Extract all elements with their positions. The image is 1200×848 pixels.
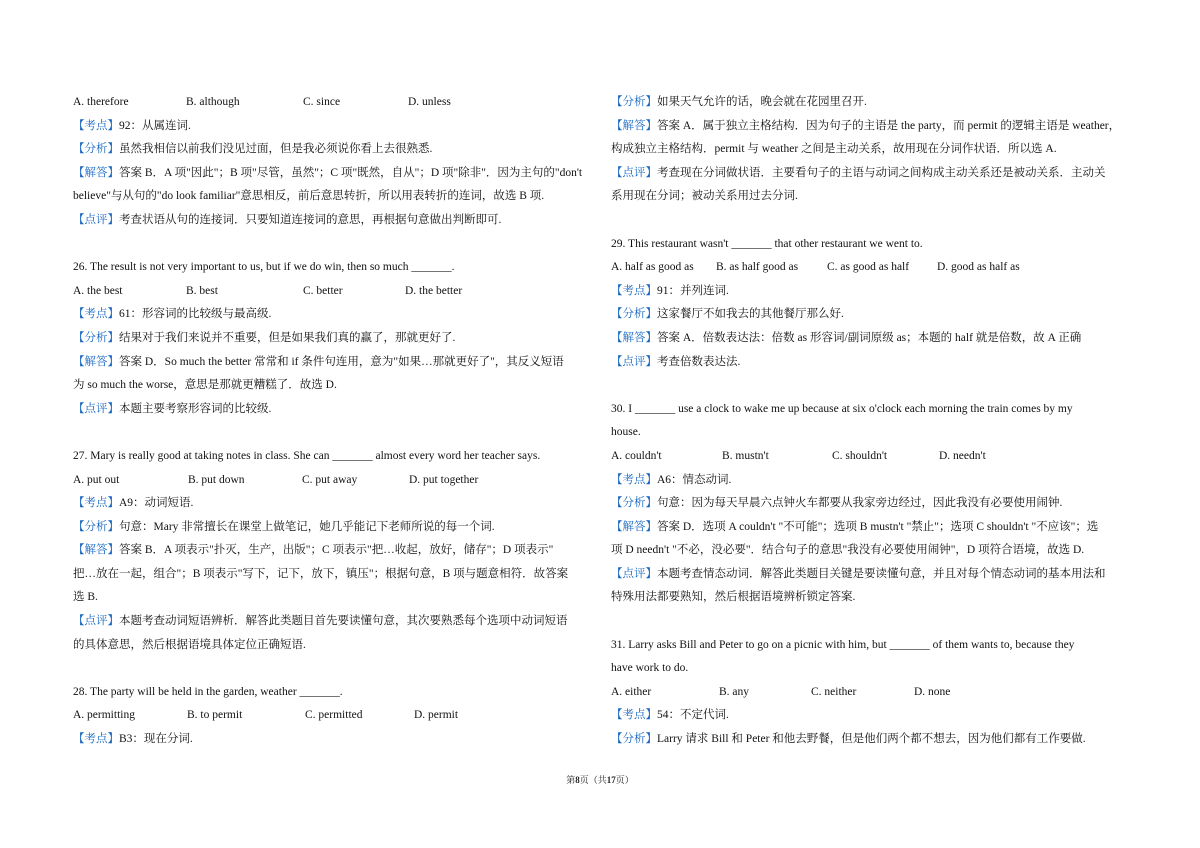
q31-option-c: C. neither (811, 685, 857, 698)
q30-option-b: B. mustn't (722, 449, 769, 462)
dianping-tag: 【点评】 (73, 213, 119, 226)
q25-dianping: 【点评】考查状语从句的连接词．只要知道连接词的意思，再根据句意做出判断即可. (73, 213, 502, 226)
kaodian-tag: 【考点】 (611, 473, 657, 486)
q26-kaodian: 【考点】61：形容词的比较级与最高级. (73, 308, 272, 321)
q31-option-d: D. none (914, 685, 951, 698)
q28-option-b: B. to permit (187, 709, 243, 722)
q27-stem: 27. Mary is really good at taking notes in class. She can _______ almost every word her teacher says. (73, 449, 541, 462)
q29-option-a: A. half as good as (611, 261, 694, 274)
q25-option-b: B. although (186, 96, 240, 108)
jieda-tag: 【解答】 (73, 166, 119, 179)
right-column (611, 91, 1128, 752)
jieda-tag: 【解答】 (73, 544, 119, 557)
fenxi-tag: 【分析】 (73, 331, 119, 344)
q28-dianping-cont: 系用现在分词；被动关系用过去分词. (611, 190, 798, 203)
q29-option-b: B. as half good as (716, 261, 799, 274)
jieda-tag: 【解答】 (611, 520, 657, 533)
jieda-tag: 【解答】 (611, 331, 657, 344)
q29-fenxi: 【分析】这家餐厅不如我去的其他餐厅那么好. (611, 308, 844, 321)
q30-fenxi: 【分析】句意：因为每天早晨六点钟火车都要从我家旁边经过，因此我没有必要使用闹钟. (611, 497, 1063, 510)
q27-jieda: 【解答】答案 B．A 项表示"扑灭，生产，出版"；C 项表示"把…收起，放好，储存"；D 项表示" (73, 544, 554, 557)
q31-stem-cont: have work to do. (611, 662, 689, 675)
q29-dianping: 【点评】考查倍数表达法. (611, 355, 741, 368)
q30-option-c: C. shouldn't (832, 449, 888, 462)
q25-kaodian: 【考点】92：从属连词. (73, 119, 191, 132)
kaodian-tag: 【考点】 (73, 308, 119, 321)
q27-dianping: 【点评】本题考查动词短语辨析．解答此类题目首先要读懂句意，其次要熟悉每个选项中动词短语 (73, 615, 568, 628)
q31-kaodian: 【考点】54：不定代词. (611, 709, 729, 722)
kaodian-tag: 【考点】 (73, 119, 119, 132)
q28-stem: 28. The party will be held in the garden, weather _______. (73, 685, 343, 698)
q25-jieda: 【解答】答案 B．A 项"因此"；B 项"尽管，虽然"；C 项"既然，自从"；D 项"除非"．因为主句的"don't (73, 166, 583, 179)
q25-option-d: D. unless (408, 96, 451, 108)
q30-option-a: A. couldn't (611, 449, 662, 462)
q30-options (611, 445, 1128, 469)
q30-dianping-cont: 特殊用法都要熟知，然后根据语境辨析锁定答案. (611, 591, 856, 604)
q27-option-a: A. put out (73, 473, 120, 486)
q26-option-a: A. the best (73, 284, 123, 297)
q27-fenxi: 【分析】句意：Mary 非常擅长在课堂上做笔记，她几乎能记下老师所说的每一个词. (73, 520, 495, 533)
q27-options (73, 469, 590, 493)
q26-jieda-cont: 为 so much the worse，意思是那就更糟糕了．故选 D. (73, 379, 337, 392)
q27-option-b: B. put down (188, 473, 245, 486)
page-number: 8 (575, 775, 580, 785)
kaodian-tag: 【考点】 (73, 497, 119, 510)
q28-option-d: D. permit (414, 709, 459, 722)
q28-jieda-cont: 构成独立主格结构．permit 与 weather 之间是主动关系，故用现在分词作状语．所以选 A. (611, 143, 1057, 156)
q28-jieda: 【解答】答案 A．属于独立主格结构．因为句子的主语是 the party，而 permit 的逻辑主语是 weather， (611, 119, 1121, 132)
dianping-tag: 【点评】 (73, 615, 119, 628)
q29-stem: 29. This restaurant wasn't _______ that other restaurant we went to. (611, 237, 923, 250)
q31-option-b: B. any (719, 685, 750, 698)
q27-jieda-cont2: 选 B. (73, 591, 98, 604)
q25-fenxi: 【分析】虽然我相信以前我们没见过面，但是我必须说你看上去很熟悉. (73, 143, 433, 156)
q25-option-a: A. therefore (73, 96, 129, 108)
q26-stem: 26. The result is not very important to us, but if we do win, then so much _______. (73, 261, 455, 274)
fenxi-tag: 【分析】 (611, 96, 657, 108)
dianping-tag: 【点评】 (73, 402, 119, 415)
q26-jieda: 【解答】答案 D．So much the better 常常和 if 条件句连用，意为"如果…那就更好了"，其反义短语 (73, 355, 564, 368)
q27-jieda-cont: 把…放在一起，组合"；B 项表示"写下，记下，放下，镇压"；根据句意，B 项与题意相符．故答案 (73, 567, 569, 580)
fenxi-tag: 【分析】 (73, 143, 119, 156)
q28-option-c: C. permitted (305, 709, 363, 722)
q28-kaodian: 【考点】B3：现在分词. (73, 733, 193, 746)
q26-fenxi: 【分析】结果对于我们来说并不重要，但是如果我们真的赢了，那就更好了. (73, 331, 456, 344)
kaodian-tag: 【考点】 (73, 733, 119, 746)
dianping-tag: 【点评】 (611, 166, 657, 179)
q29-options (611, 256, 1128, 280)
q30-kaodian: 【考点】A6：情态动词. (611, 473, 732, 486)
q27-option-c: C. put away (302, 473, 358, 486)
q26-option-d: D. the better (405, 284, 463, 297)
dianping-tag: 【点评】 (611, 355, 657, 368)
q25-options (73, 91, 590, 115)
q28-dianping: 【点评】考查现在分词做状语．主要看句子的主语与动词之间构成主动关系还是被动关系．主动关 (611, 166, 1106, 179)
total-pages: 17 (606, 775, 616, 785)
q30-dianping: 【点评】本题考查情态动词．解答此类题目关键是要读懂句意，并且对每个情态动词的基本用法和 (611, 567, 1106, 580)
q30-option-d: D. needn't (939, 449, 986, 462)
q31-stem: 31. Larry asks Bill and Peter to go on a picnic with him, but _______ of them wants to, because they (611, 638, 1075, 651)
q27-dianping-cont: 的具体意思，然后根据语境具体定位正确短语. (73, 638, 306, 651)
kaodian-tag: 【考点】 (611, 709, 657, 722)
q31-options (611, 681, 1128, 705)
q25-jieda-cont: believe"与从句的"do look familiar"意思相反，前后意思转折，所以用表转折的连词，故选 B 项. (73, 190, 545, 203)
dianping-tag: 【点评】 (611, 567, 657, 580)
q29-kaodian: 【考点】91：并列连词. (611, 284, 729, 297)
q27-kaodian: 【考点】A9：动词短语. (73, 497, 194, 510)
q25-option-c: C. since (303, 96, 341, 108)
jieda-tag: 【解答】 (73, 355, 119, 368)
q28-options (73, 704, 590, 728)
jieda-tag: 【解答】 (611, 119, 657, 132)
q26-option-b: B. best (186, 284, 218, 297)
q26-options (73, 280, 590, 304)
q30-stem-cont: house. (611, 426, 641, 439)
kaodian-tag: 【考点】 (611, 284, 657, 297)
q29-jieda: 【解答】答案 A．倍数表达法：倍数 as 形容词/副词原级 as；本题的 half 就是倍数，故 A 正确 (611, 331, 1082, 344)
q26-dianping: 【点评】本题主要考察形容词的比较级. (73, 402, 272, 415)
fenxi-tag: 【分析】 (611, 308, 657, 321)
q30-jieda-cont: 项 D needn't "不必，没必要"．结合句子的意思"我没有必要使用闹钟"，D 项符合语境，故选 D. (611, 544, 1085, 557)
fenxi-tag: 【分析】 (611, 733, 657, 746)
fenxi-tag: 【分析】 (73, 520, 119, 533)
page-footer: 第8页（共17页） (566, 775, 634, 785)
q31-fenxi: 【分析】Larry 请求 Bill 和 Peter 和他去野餐，但是他们两个都不想去，因为他们都有工作要做. (611, 733, 1086, 746)
q28-fenxi: 【分析】如果天气允许的话，晚会就在花园里召开. (611, 96, 867, 108)
left-column (73, 91, 590, 752)
q31-option-a: A. either (611, 685, 652, 698)
q29-option-d: D. good as half as (937, 261, 1020, 274)
q30-jieda: 【解答】答案 D．选项 A couldn't "不可能"；选项 B mustn't "禁止"；选项 C shouldn't "不应该"；选 (611, 520, 1099, 533)
q29-option-c: C. as good as half (827, 261, 910, 274)
fenxi-tag: 【分析】 (611, 497, 657, 510)
q27-option-d: D. put together (409, 473, 479, 486)
q28-option-a: A. permitting (73, 709, 135, 722)
q26-option-c: C. better (303, 284, 343, 297)
q30-stem: 30. I _______ use a clock to wake me up because at six o'clock each morning the train comes by my (611, 402, 1073, 415)
